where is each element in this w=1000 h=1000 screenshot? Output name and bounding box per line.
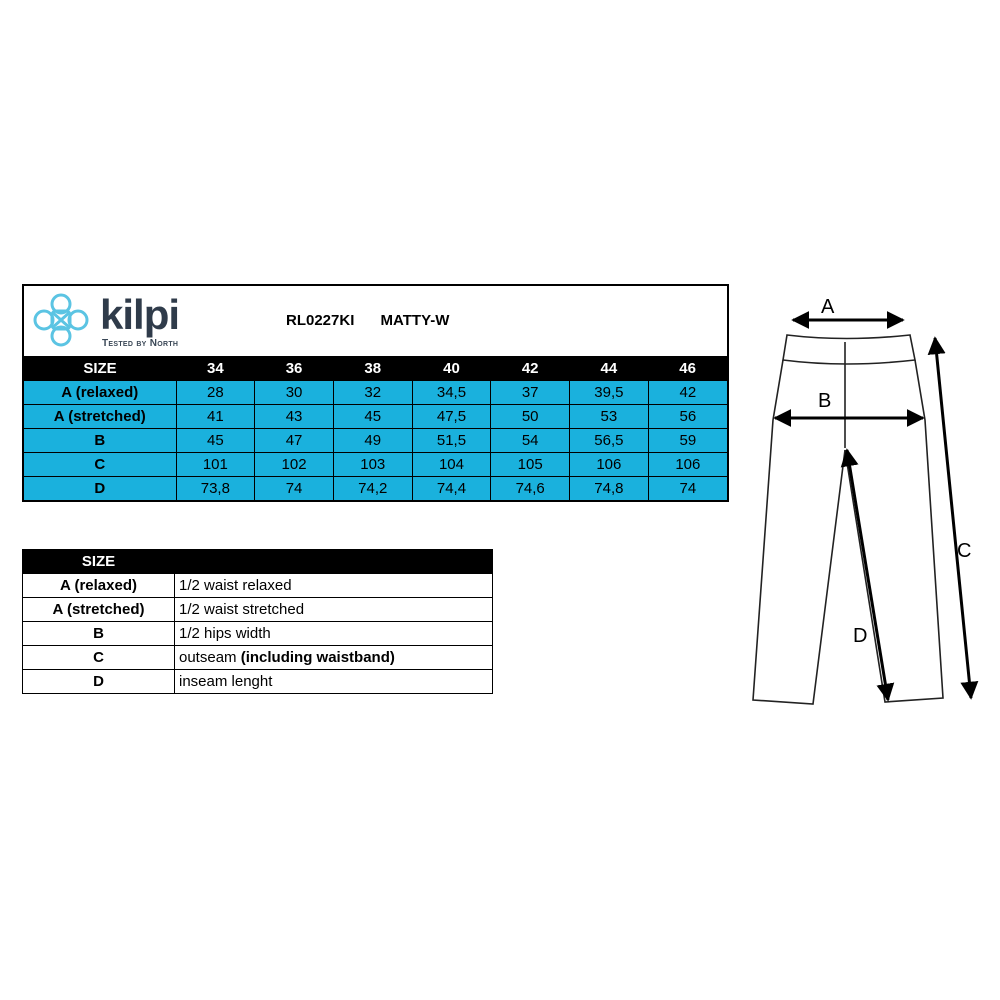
size-chart-header bbox=[24, 286, 727, 357]
table-cell: 103 bbox=[333, 453, 412, 477]
legend-desc: outseam bbox=[179, 649, 241, 666]
legend-table bbox=[22, 549, 493, 694]
table-row bbox=[24, 429, 727, 453]
size-table bbox=[24, 357, 727, 500]
table-cell: 39,5 bbox=[570, 381, 649, 405]
brand-tagline: Tested by North bbox=[102, 338, 179, 349]
table-cell: 47 bbox=[255, 429, 334, 453]
legend-label: B bbox=[23, 622, 175, 646]
legend-label: A (stretched) bbox=[23, 598, 175, 622]
size-col-header: 46 bbox=[648, 357, 727, 381]
table-cell: 56 bbox=[648, 405, 727, 429]
product-code: RL0227KI bbox=[286, 312, 355, 329]
table-cell: 54 bbox=[491, 429, 570, 453]
size-chart bbox=[22, 284, 729, 502]
table-cell: 74 bbox=[255, 477, 334, 501]
table-cell: 102 bbox=[255, 453, 334, 477]
table-cell: 51,5 bbox=[412, 429, 491, 453]
legend-row bbox=[23, 574, 493, 598]
legend-row bbox=[23, 646, 493, 670]
table-cell: 45 bbox=[176, 429, 255, 453]
table-row bbox=[24, 381, 727, 405]
legend-header-row bbox=[23, 550, 493, 574]
table-cell: 106 bbox=[648, 453, 727, 477]
table-row bbox=[24, 477, 727, 501]
dimension-a-label: A bbox=[821, 296, 835, 318]
row-label: A (stretched) bbox=[24, 405, 176, 429]
product-name: MATTY-W bbox=[380, 312, 450, 329]
table-cell: 50 bbox=[491, 405, 570, 429]
legend-header-label: SIZE bbox=[23, 550, 175, 574]
legend-label: C bbox=[23, 646, 175, 670]
table-cell: 53 bbox=[570, 405, 649, 429]
table-cell: 74,8 bbox=[570, 477, 649, 501]
table-cell: 30 bbox=[255, 381, 334, 405]
brand-name: kilpi bbox=[100, 291, 180, 338]
table-cell: 74,6 bbox=[491, 477, 570, 501]
legend-desc-emphasis: (including waistband) bbox=[240, 649, 395, 666]
row-label: B bbox=[24, 429, 176, 453]
table-cell: 74 bbox=[648, 477, 727, 501]
row-label: D bbox=[24, 477, 176, 501]
dimension-c-label: C bbox=[957, 540, 972, 562]
table-cell: 74,2 bbox=[333, 477, 412, 501]
table-row bbox=[24, 453, 727, 477]
legend-row bbox=[23, 670, 493, 694]
table-cell: 43 bbox=[255, 405, 334, 429]
legend-header-blank bbox=[175, 550, 493, 574]
size-col-header: 42 bbox=[491, 357, 570, 381]
size-col-header: 36 bbox=[255, 357, 334, 381]
celtic-knot-icon bbox=[30, 292, 92, 348]
table-cell: 106 bbox=[570, 453, 649, 477]
size-col-header: 38 bbox=[333, 357, 412, 381]
legend-desc: 1/2 waist stretched bbox=[175, 598, 493, 622]
table-cell: 32 bbox=[333, 381, 412, 405]
legend-row bbox=[23, 622, 493, 646]
dimension-c-arrow bbox=[935, 338, 971, 698]
legend-desc: inseam lenght bbox=[175, 670, 493, 694]
brand-logo bbox=[30, 290, 200, 352]
size-header-label: SIZE bbox=[24, 357, 176, 381]
table-cell: 28 bbox=[176, 381, 255, 405]
table-cell: 34,5 bbox=[412, 381, 491, 405]
table-cell: 101 bbox=[176, 453, 255, 477]
pants-diagram bbox=[745, 290, 985, 720]
size-col-header: 34 bbox=[176, 357, 255, 381]
table-cell: 74,4 bbox=[412, 477, 491, 501]
table-cell: 42 bbox=[648, 381, 727, 405]
legend-desc-cell bbox=[175, 646, 493, 670]
table-cell: 49 bbox=[333, 429, 412, 453]
table-cell: 105 bbox=[491, 453, 570, 477]
table-cell: 47,5 bbox=[412, 405, 491, 429]
size-header-row bbox=[24, 357, 727, 381]
size-col-header: 40 bbox=[412, 357, 491, 381]
legend-desc: 1/2 hips width bbox=[175, 622, 493, 646]
pants-outline bbox=[745, 290, 985, 720]
row-label: A (relaxed) bbox=[24, 381, 176, 405]
legend-label: D bbox=[23, 670, 175, 694]
dimension-b-label: B bbox=[818, 390, 832, 412]
size-col-header: 44 bbox=[570, 357, 649, 381]
product-title bbox=[286, 312, 471, 329]
table-row bbox=[24, 405, 727, 429]
table-cell: 45 bbox=[333, 405, 412, 429]
legend-desc: 1/2 waist relaxed bbox=[175, 574, 493, 598]
table-cell: 59 bbox=[648, 429, 727, 453]
dimension-d-label: D bbox=[853, 625, 868, 647]
table-cell: 37 bbox=[491, 381, 570, 405]
row-label: C bbox=[24, 453, 176, 477]
table-cell: 56,5 bbox=[570, 429, 649, 453]
dimension-d-arrow bbox=[847, 450, 888, 700]
table-cell: 104 bbox=[412, 453, 491, 477]
table-cell: 41 bbox=[176, 405, 255, 429]
legend-label: A (relaxed) bbox=[23, 574, 175, 598]
legend-row bbox=[23, 598, 493, 622]
table-cell: 73,8 bbox=[176, 477, 255, 501]
